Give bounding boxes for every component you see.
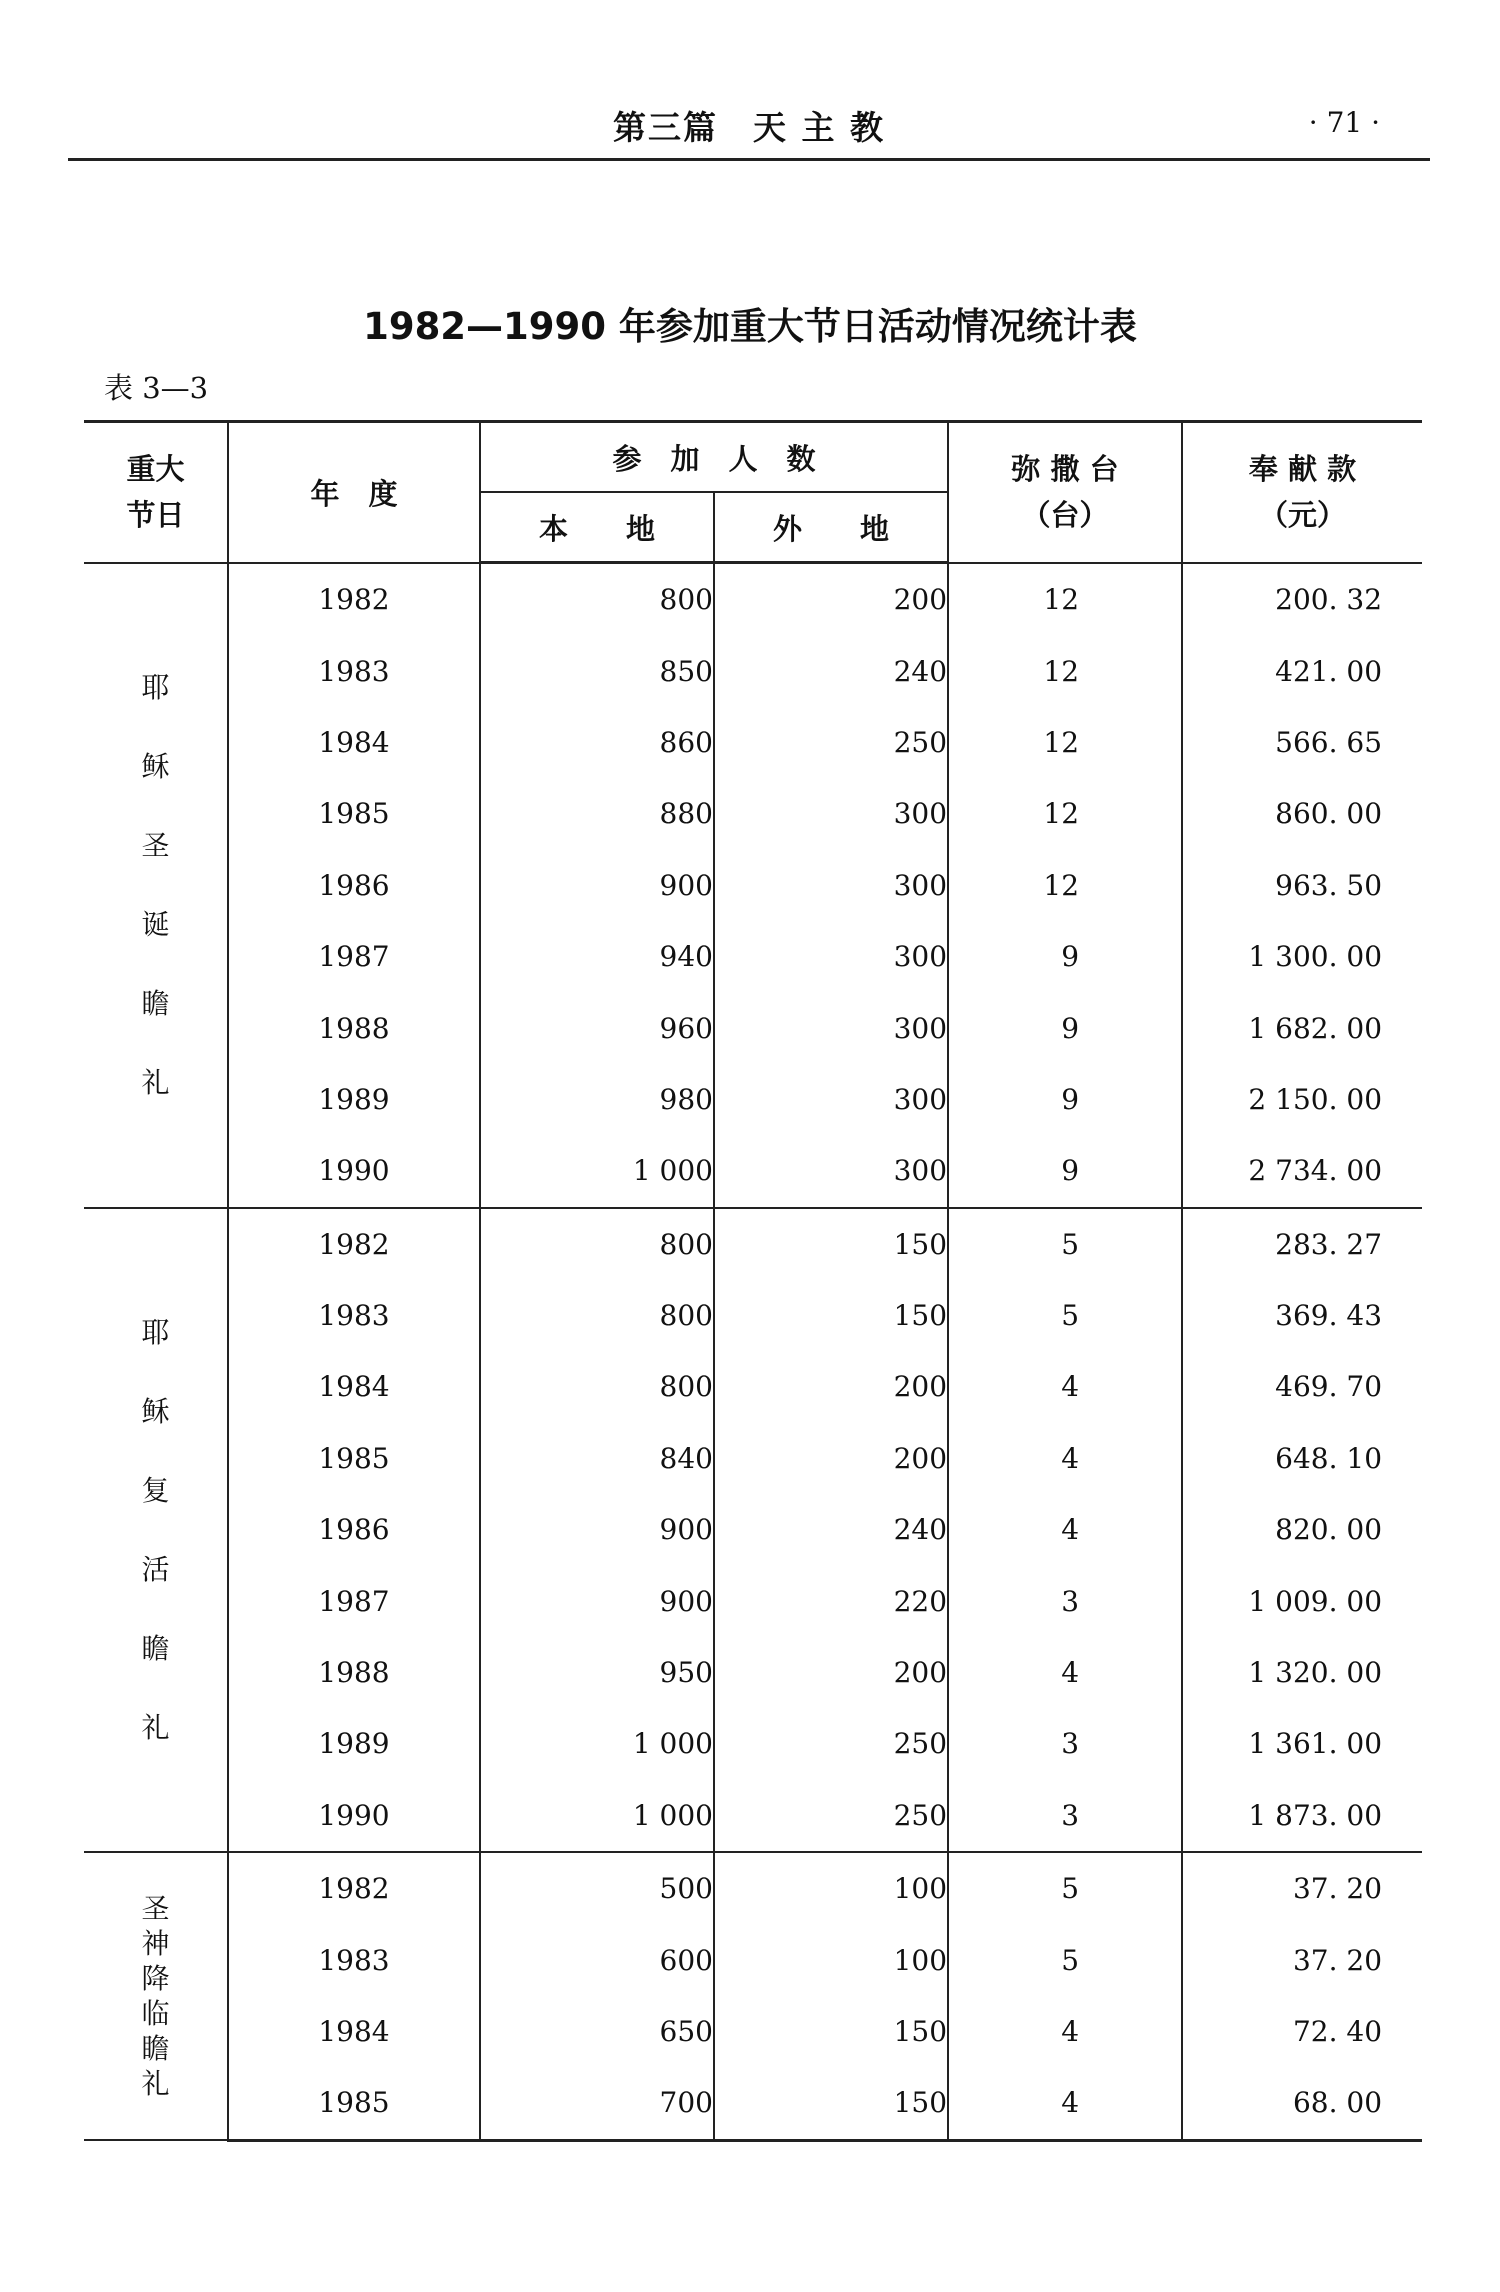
festival-name: 耶稣圣诞瞻礼	[141, 671, 170, 1099]
offering-cell: 421. 00	[1182, 635, 1422, 706]
outside-count-cell: 100	[714, 1852, 948, 1924]
offering-cell: 1 682. 00	[1182, 992, 1422, 1063]
local-count-cell: 940	[480, 921, 714, 992]
mass-count-cell: 12	[948, 778, 1182, 849]
outside-count-cell: 220	[714, 1565, 948, 1636]
table-row	[84, 778, 1422, 849]
mass-count-cell: 5	[948, 1924, 1182, 1995]
festival-name: 圣神降临瞻礼	[141, 1892, 170, 2101]
offering-cell: 68. 00	[1182, 2067, 1422, 2140]
header-local: 本 地	[480, 492, 714, 563]
outside-count-cell: 100	[714, 1924, 948, 1995]
local-count-cell: 800	[480, 563, 714, 636]
offering-cell: 37. 20	[1182, 1852, 1422, 1924]
year-cell: 1990	[228, 1780, 480, 1852]
year-cell: 1989	[228, 1064, 480, 1135]
outside-count-cell: 200	[714, 1637, 948, 1708]
mass-count-cell: 12	[948, 850, 1182, 921]
year-cell: 1986	[228, 1494, 480, 1565]
table-row	[84, 1852, 1422, 1924]
offering-cell: 2 734. 00	[1182, 1135, 1422, 1207]
header-outside: 外 地	[714, 492, 948, 563]
outside-count-cell: 150	[714, 1208, 948, 1280]
offering-cell: 1 300. 00	[1182, 921, 1422, 992]
outside-count-cell: 300	[714, 921, 948, 992]
table-row	[84, 2067, 1422, 2140]
outside-count-cell: 250	[714, 1708, 948, 1779]
table-row	[84, 1637, 1422, 1708]
mass-count-cell: 9	[948, 1135, 1182, 1207]
mass-count-cell: 5	[948, 1208, 1182, 1280]
mass-count-cell: 5	[948, 1852, 1182, 1924]
festival-group	[84, 1208, 1422, 1853]
offering-cell: 1 361. 00	[1182, 1708, 1422, 1779]
mass-count-cell: 3	[948, 1708, 1182, 1779]
year-cell: 1982	[228, 1208, 480, 1280]
year-cell: 1987	[228, 921, 480, 992]
local-count-cell: 700	[480, 2067, 714, 2140]
festival-name-cell	[84, 1208, 228, 1853]
local-count-cell: 960	[480, 992, 714, 1063]
table-row	[84, 1924, 1422, 1995]
running-title: 第三篇 天 主 教	[613, 108, 885, 147]
header-offering	[1182, 422, 1422, 563]
year-cell: 1983	[228, 1924, 480, 1995]
mass-count-cell: 4	[948, 1494, 1182, 1565]
mass-count-cell: 4	[948, 1351, 1182, 1422]
mass-count-cell: 4	[948, 2067, 1182, 2140]
offering-cell: 72. 40	[1182, 1996, 1422, 2067]
offering-cell: 1 320. 00	[1182, 1637, 1422, 1708]
year-cell: 1984	[228, 707, 480, 778]
mass-count-cell: 4	[948, 1637, 1182, 1708]
outside-count-cell: 300	[714, 1064, 948, 1135]
offering-cell: 200. 32	[1182, 563, 1422, 636]
year-cell: 1983	[228, 635, 480, 706]
mass-count-cell: 9	[948, 1064, 1182, 1135]
table-row	[84, 850, 1422, 921]
year-cell: 1989	[228, 1708, 480, 1779]
mass-count-cell: 9	[948, 992, 1182, 1063]
festival-group	[84, 563, 1422, 1208]
offering-cell: 37. 20	[1182, 1924, 1422, 1995]
table-row	[84, 1351, 1422, 1422]
outside-count-cell: 250	[714, 1780, 948, 1852]
year-cell: 1983	[228, 1280, 480, 1351]
year-cell: 1987	[228, 1565, 480, 1636]
local-count-cell: 980	[480, 1064, 714, 1135]
table-header	[84, 422, 1422, 563]
outside-count-cell: 200	[714, 1351, 948, 1422]
year-cell: 1982	[228, 1852, 480, 1924]
mass-count-cell: 3	[948, 1780, 1182, 1852]
outside-count-cell: 200	[714, 563, 948, 636]
offering-unit: （元）	[1259, 498, 1347, 533]
offering-cell: 369. 43	[1182, 1280, 1422, 1351]
festival-name: 耶稣复活瞻礼	[141, 1315, 170, 1744]
outside-count-cell: 240	[714, 1494, 948, 1565]
outside-count-cell: 150	[714, 2067, 948, 2140]
mass-count-cell: 3	[948, 1565, 1182, 1636]
local-count-cell: 900	[480, 850, 714, 921]
outside-count-cell: 240	[714, 635, 948, 706]
offering-cell: 963. 50	[1182, 850, 1422, 921]
table-row	[84, 1208, 1422, 1280]
outside-count-cell: 150	[714, 1996, 948, 2067]
local-count-cell: 880	[480, 778, 714, 849]
outside-count-cell: 300	[714, 1135, 948, 1207]
local-count-cell: 800	[480, 1351, 714, 1422]
local-count-cell: 1 000	[480, 1135, 714, 1207]
offering-cell: 1 873. 00	[1182, 1780, 1422, 1852]
header-festival: 重大节日	[84, 422, 228, 563]
year-cell: 1985	[228, 2067, 480, 2140]
table-row	[84, 1780, 1422, 1852]
festival-name-cell	[84, 1852, 228, 2140]
local-count-cell: 600	[480, 1924, 714, 1995]
year-cell: 1985	[228, 1423, 480, 1494]
offering-cell: 648. 10	[1182, 1423, 1422, 1494]
offering-cell: 283. 27	[1182, 1208, 1422, 1280]
year-cell: 1982	[228, 563, 480, 636]
page-number: · 71 ·	[1308, 106, 1380, 139]
offering-cell: 2 150. 00	[1182, 1064, 1422, 1135]
year-cell: 1990	[228, 1135, 480, 1207]
offering-cell: 566. 65	[1182, 707, 1422, 778]
mass-count-unit: （台）	[1021, 498, 1109, 533]
mass-count-cell: 12	[948, 707, 1182, 778]
offering-cell: 469. 70	[1182, 1351, 1422, 1422]
local-count-cell: 950	[480, 1637, 714, 1708]
local-count-cell: 900	[480, 1565, 714, 1636]
festival-name-cell	[84, 563, 228, 1208]
offering-label: 奉 献 款	[1248, 452, 1357, 487]
table-row	[84, 1708, 1422, 1779]
offering-cell: 1 009. 00	[1182, 1565, 1422, 1636]
table-row	[84, 1064, 1422, 1135]
outside-count-cell: 300	[714, 778, 948, 849]
outside-count-cell: 150	[714, 1280, 948, 1351]
year-cell: 1988	[228, 992, 480, 1063]
table-row	[84, 1423, 1422, 1494]
offering-cell: 860. 00	[1182, 778, 1422, 849]
mass-count-cell: 5	[948, 1280, 1182, 1351]
outside-count-cell: 200	[714, 1423, 948, 1494]
mass-count-cell: 4	[948, 1423, 1182, 1494]
table-row	[84, 1565, 1422, 1636]
table-row	[84, 992, 1422, 1063]
mass-count-cell: 9	[948, 921, 1182, 992]
offering-cell: 820. 00	[1182, 1494, 1422, 1565]
year-cell: 1986	[228, 850, 480, 921]
outside-count-cell: 300	[714, 992, 948, 1063]
local-count-cell: 840	[480, 1423, 714, 1494]
year-cell: 1985	[228, 778, 480, 849]
year-cell: 1988	[228, 1637, 480, 1708]
table-row	[84, 1494, 1422, 1565]
statistics-table	[84, 420, 1422, 2142]
mass-count-cell: 4	[948, 1996, 1182, 2067]
mass-count-cell: 12	[948, 635, 1182, 706]
outside-count-cell: 300	[714, 850, 948, 921]
mass-count-cell: 12	[948, 563, 1182, 636]
table-row	[84, 1280, 1422, 1351]
header-participants: 参 加 人 数	[480, 422, 948, 493]
table-number: 表 3—3	[104, 371, 209, 405]
year-cell: 1984	[228, 1996, 480, 2067]
year-cell: 1984	[228, 1351, 480, 1422]
local-count-cell: 1 000	[480, 1708, 714, 1779]
local-count-cell: 860	[480, 707, 714, 778]
header-mass-count	[948, 422, 1182, 563]
header-year: 年 度	[228, 422, 480, 563]
running-head	[68, 100, 1430, 161]
table-caption: 1982—1990 年参加重大节日活动情况统计表	[363, 305, 1137, 348]
local-count-cell: 800	[480, 1208, 714, 1280]
local-count-cell: 1 000	[480, 1780, 714, 1852]
table-row	[84, 563, 1422, 636]
table-row	[84, 635, 1422, 706]
festival-group	[84, 1852, 1422, 2140]
table-row	[84, 707, 1422, 778]
local-count-cell: 850	[480, 635, 714, 706]
local-count-cell: 650	[480, 1996, 714, 2067]
local-count-cell: 800	[480, 1280, 714, 1351]
table-row	[84, 921, 1422, 992]
table-row	[84, 1135, 1422, 1207]
local-count-cell: 900	[480, 1494, 714, 1565]
local-count-cell: 500	[480, 1852, 714, 1924]
mass-count-label: 弥 撒 台	[1011, 452, 1119, 487]
table-row	[84, 1996, 1422, 2067]
outside-count-cell: 250	[714, 707, 948, 778]
